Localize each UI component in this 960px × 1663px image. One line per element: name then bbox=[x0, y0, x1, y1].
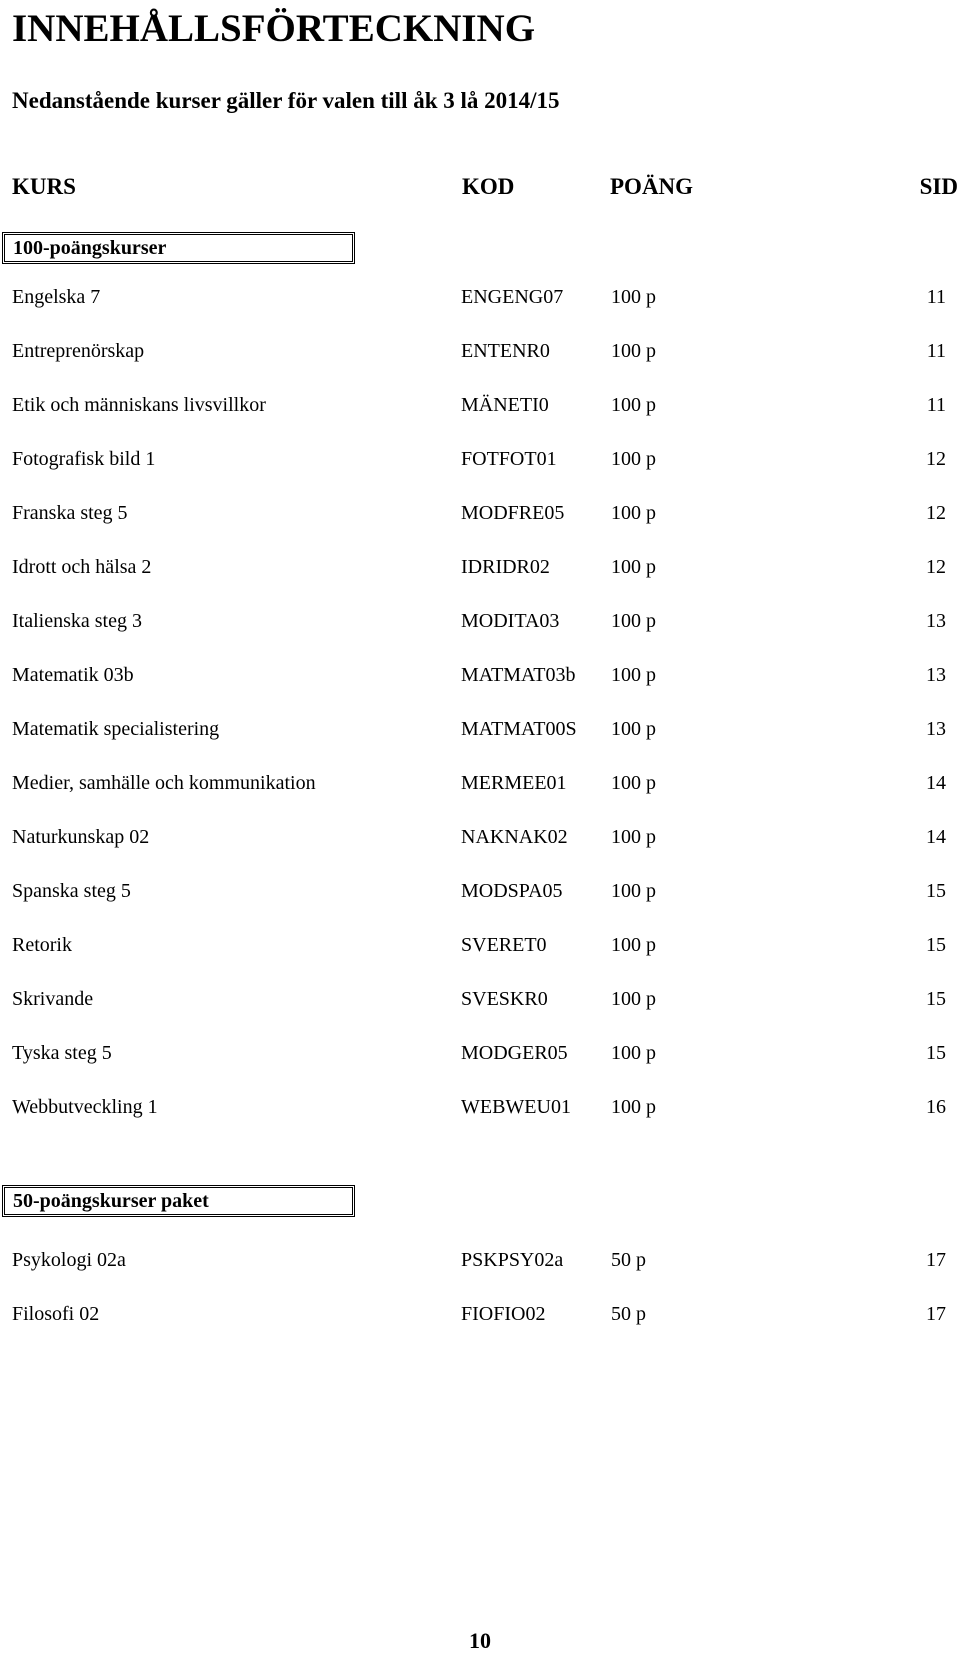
table-row bbox=[0, 714, 960, 744]
course-name: Fotografisk bild 1 bbox=[12, 448, 156, 470]
course-code: MERMEE01 bbox=[461, 772, 567, 794]
course-code: ENGENG07 bbox=[461, 286, 564, 308]
course-name: Psykologi 02a bbox=[12, 1249, 126, 1271]
table-row bbox=[0, 768, 960, 798]
course-points: 100 p bbox=[611, 664, 656, 686]
course-code: MATMAT00S bbox=[461, 718, 577, 740]
table-row bbox=[0, 1038, 960, 1068]
course-points: 50 p bbox=[611, 1249, 646, 1271]
course-points: 100 p bbox=[611, 394, 656, 416]
section-heading: 50-poängskurser paket bbox=[2, 1185, 355, 1217]
table-row bbox=[0, 1299, 960, 1329]
course-name: Spanska steg 5 bbox=[12, 880, 131, 902]
course-page: 12 bbox=[926, 556, 946, 578]
course-page: 15 bbox=[926, 880, 946, 902]
course-name: Idrott och hälsa 2 bbox=[12, 556, 152, 578]
table-row bbox=[0, 498, 960, 528]
course-points: 100 p bbox=[611, 718, 656, 740]
table-row bbox=[0, 1092, 960, 1122]
course-code: MODGER05 bbox=[461, 1042, 568, 1064]
course-page: 11 bbox=[926, 340, 946, 362]
course-code: ENTENR0 bbox=[461, 340, 550, 362]
course-name: Skrivande bbox=[12, 988, 94, 1010]
course-points: 100 p bbox=[611, 880, 656, 902]
table-row bbox=[0, 282, 960, 312]
subtitle: Nedanstående kurser gäller för valen till åk 3 lå 2014/15 bbox=[12, 88, 560, 113]
course-code: WEBWEU01 bbox=[461, 1096, 571, 1118]
course-points: 100 p bbox=[611, 502, 656, 524]
course-name: Matematik 03b bbox=[12, 664, 134, 686]
course-name: Matematik specialistering bbox=[12, 718, 220, 740]
course-page: 13 bbox=[926, 718, 946, 740]
course-page: 14 bbox=[926, 826, 946, 848]
course-code: MODFRE05 bbox=[461, 502, 565, 524]
course-page: 17 bbox=[926, 1303, 946, 1325]
column-header-poang: POÄNG bbox=[610, 174, 694, 199]
course-code: MATMAT03b bbox=[461, 664, 576, 686]
course-points: 100 p bbox=[611, 1096, 656, 1118]
course-page: 12 bbox=[926, 502, 946, 524]
course-name: Etik och människans livsvillkor bbox=[12, 394, 266, 416]
table-row bbox=[0, 930, 960, 960]
column-header-kod: KOD bbox=[462, 174, 515, 199]
course-name: Entreprenörskap bbox=[12, 340, 145, 362]
course-name: Naturkunskap 02 bbox=[12, 826, 150, 848]
course-points: 100 p bbox=[611, 448, 656, 470]
table-row bbox=[0, 876, 960, 906]
course-page: 11 bbox=[926, 394, 946, 416]
course-page: 12 bbox=[926, 448, 946, 470]
course-code: PSKPSY02a bbox=[461, 1249, 564, 1271]
table-row bbox=[0, 660, 960, 690]
table-row bbox=[0, 822, 960, 852]
course-page: 15 bbox=[926, 934, 946, 956]
course-points: 100 p bbox=[611, 1042, 656, 1064]
course-code: IDRIDR02 bbox=[461, 556, 550, 578]
course-page: 14 bbox=[926, 772, 946, 794]
course-code: NAKNAK02 bbox=[461, 826, 568, 848]
course-page: 15 bbox=[926, 1042, 946, 1064]
course-code: SVERET0 bbox=[461, 934, 547, 956]
page-number: 10 bbox=[469, 1628, 491, 1653]
course-name: Retorik bbox=[12, 934, 72, 956]
course-name: Tyska steg 5 bbox=[12, 1042, 112, 1064]
column-header-sid: SID bbox=[919, 174, 958, 199]
course-page: 13 bbox=[926, 610, 946, 632]
course-name: Medier, samhälle och kommunikation bbox=[12, 772, 316, 794]
course-points: 100 p bbox=[611, 340, 656, 362]
column-header-kurs: KURS bbox=[12, 174, 76, 199]
course-name: Webbutveckling 1 bbox=[12, 1096, 158, 1118]
table-row bbox=[0, 1245, 960, 1275]
course-page: 17 bbox=[926, 1249, 946, 1271]
course-points: 50 p bbox=[611, 1303, 646, 1325]
course-page: 11 bbox=[926, 286, 946, 308]
course-points: 100 p bbox=[611, 610, 656, 632]
table-row bbox=[0, 984, 960, 1014]
course-points: 100 p bbox=[611, 556, 656, 578]
course-points: 100 p bbox=[611, 286, 656, 308]
table-row bbox=[0, 444, 960, 474]
table-row bbox=[0, 336, 960, 366]
course-page: 15 bbox=[926, 988, 946, 1010]
course-name: Filosofi 02 bbox=[12, 1303, 100, 1325]
course-name: Franska steg 5 bbox=[12, 502, 128, 524]
section-heading: 100-poängskurser bbox=[2, 232, 355, 264]
course-name: Engelska 7 bbox=[12, 286, 101, 308]
course-points: 100 p bbox=[611, 934, 656, 956]
course-page: 13 bbox=[926, 664, 946, 686]
course-code: MÄNETI0 bbox=[461, 394, 549, 416]
course-points: 100 p bbox=[611, 988, 656, 1010]
table-row bbox=[0, 390, 960, 420]
table-row bbox=[0, 552, 960, 582]
course-code: FIOFIO02 bbox=[461, 1303, 546, 1325]
course-points: 100 p bbox=[611, 772, 656, 794]
course-page: 16 bbox=[926, 1096, 946, 1118]
course-code: MODITA03 bbox=[461, 610, 560, 632]
course-code: SVESKR0 bbox=[461, 988, 548, 1010]
course-code: FOTFOT01 bbox=[461, 448, 557, 470]
page-title: INNEHÅLLSFÖRTECKNING bbox=[12, 7, 536, 50]
course-points: 100 p bbox=[611, 826, 656, 848]
table-row bbox=[0, 606, 960, 636]
course-code: MODSPA05 bbox=[461, 880, 563, 902]
course-name: Italienska steg 3 bbox=[12, 610, 142, 632]
